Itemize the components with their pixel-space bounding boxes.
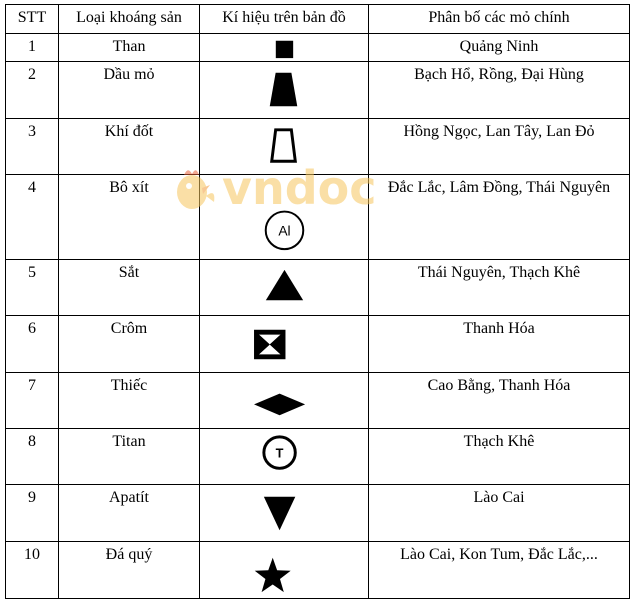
cell-stt: 8 — [6, 429, 59, 485]
header-stt: STT — [6, 5, 59, 34]
cell-symbol — [200, 542, 369, 599]
table-row — [6, 429, 630, 485]
star-icon — [200, 542, 368, 598]
table-row — [6, 485, 630, 542]
cell-distribution: Lào Cai, Kon Tum, Đắc Lắc,... — [369, 542, 630, 599]
t-symbol-text: T — [275, 445, 284, 461]
watermark-text: vndoc — [222, 161, 377, 215]
table-row — [6, 175, 630, 260]
cell-distribution: Quảng Ninh — [369, 34, 630, 62]
cell-distribution: Lào Cai — [369, 485, 630, 542]
cell-stt: 3 — [6, 119, 59, 175]
header-row — [6, 5, 630, 34]
cell-symbol — [200, 175, 369, 260]
al-symbol-text: Al — [278, 222, 291, 239]
cell-distribution: Thái Nguyên, Thạch Khê — [369, 260, 630, 316]
table-row — [6, 62, 630, 119]
cell-type: Thiếc — [59, 373, 200, 429]
table-row — [6, 542, 630, 599]
cell-symbol — [200, 260, 369, 316]
header-symbol: Kí hiệu trên bản đồ — [200, 5, 369, 34]
t-circle-icon — [200, 429, 368, 484]
cell-symbol — [200, 62, 369, 119]
cell-type: Đá quý — [59, 542, 200, 599]
cell-distribution: Đắc Lắc, Lâm Đồng, Thái Nguyên — [369, 175, 630, 260]
cell-symbol — [200, 119, 369, 175]
cell-symbol — [200, 373, 369, 429]
cell-type: Apatít — [59, 485, 200, 542]
diamond-icon — [200, 373, 368, 428]
cell-type: Khí đốt — [59, 119, 200, 175]
cell-type: Titan — [59, 429, 200, 485]
cell-stt: 2 — [6, 62, 59, 119]
header-distribution: Phân bố các mỏ chính — [369, 5, 630, 34]
table-row — [6, 260, 630, 316]
cell-stt: 4 — [6, 175, 59, 260]
cell-distribution: Cao Bằng, Thanh Hóa — [369, 373, 630, 429]
header-type: Loại khoáng sản — [59, 5, 200, 34]
cell-type: Crôm — [59, 316, 200, 373]
cell-type: Bô xít — [59, 175, 200, 260]
table-row — [6, 34, 630, 62]
cell-symbol — [200, 34, 369, 62]
table-row — [6, 316, 630, 373]
minerals-table — [5, 4, 630, 599]
black-square-icon — [200, 34, 368, 61]
outline-trapezoid-icon — [200, 119, 368, 174]
filled-trapezoid-icon — [200, 62, 368, 118]
table-row — [6, 373, 630, 429]
cell-stt: 5 — [6, 260, 59, 316]
al-circle-icon — [200, 175, 368, 259]
cell-stt: 6 — [6, 316, 59, 373]
cell-symbol — [200, 429, 369, 485]
cell-distribution: Thanh Hóa — [369, 316, 630, 373]
cell-type: Than — [59, 34, 200, 62]
hourglass-square-icon — [200, 316, 368, 372]
cell-symbol — [200, 485, 369, 542]
triangle-down-icon — [200, 485, 368, 541]
cell-stt: 1 — [6, 34, 59, 62]
cell-distribution: Thạch Khê — [369, 429, 630, 485]
cell-stt: 7 — [6, 373, 59, 429]
cell-distribution: Bạch Hổ, Rồng, Đại Hùng — [369, 62, 630, 119]
cell-stt: 9 — [6, 485, 59, 542]
cell-stt: 10 — [6, 542, 59, 599]
cell-distribution: Hồng Ngọc, Lan Tây, Lan Đỏ — [369, 119, 630, 175]
cell-type: Sắt — [59, 260, 200, 316]
cell-type: Dầu mỏ — [59, 62, 200, 119]
cell-symbol — [200, 316, 369, 373]
triangle-up-icon — [200, 260, 368, 315]
table-row — [6, 119, 630, 175]
